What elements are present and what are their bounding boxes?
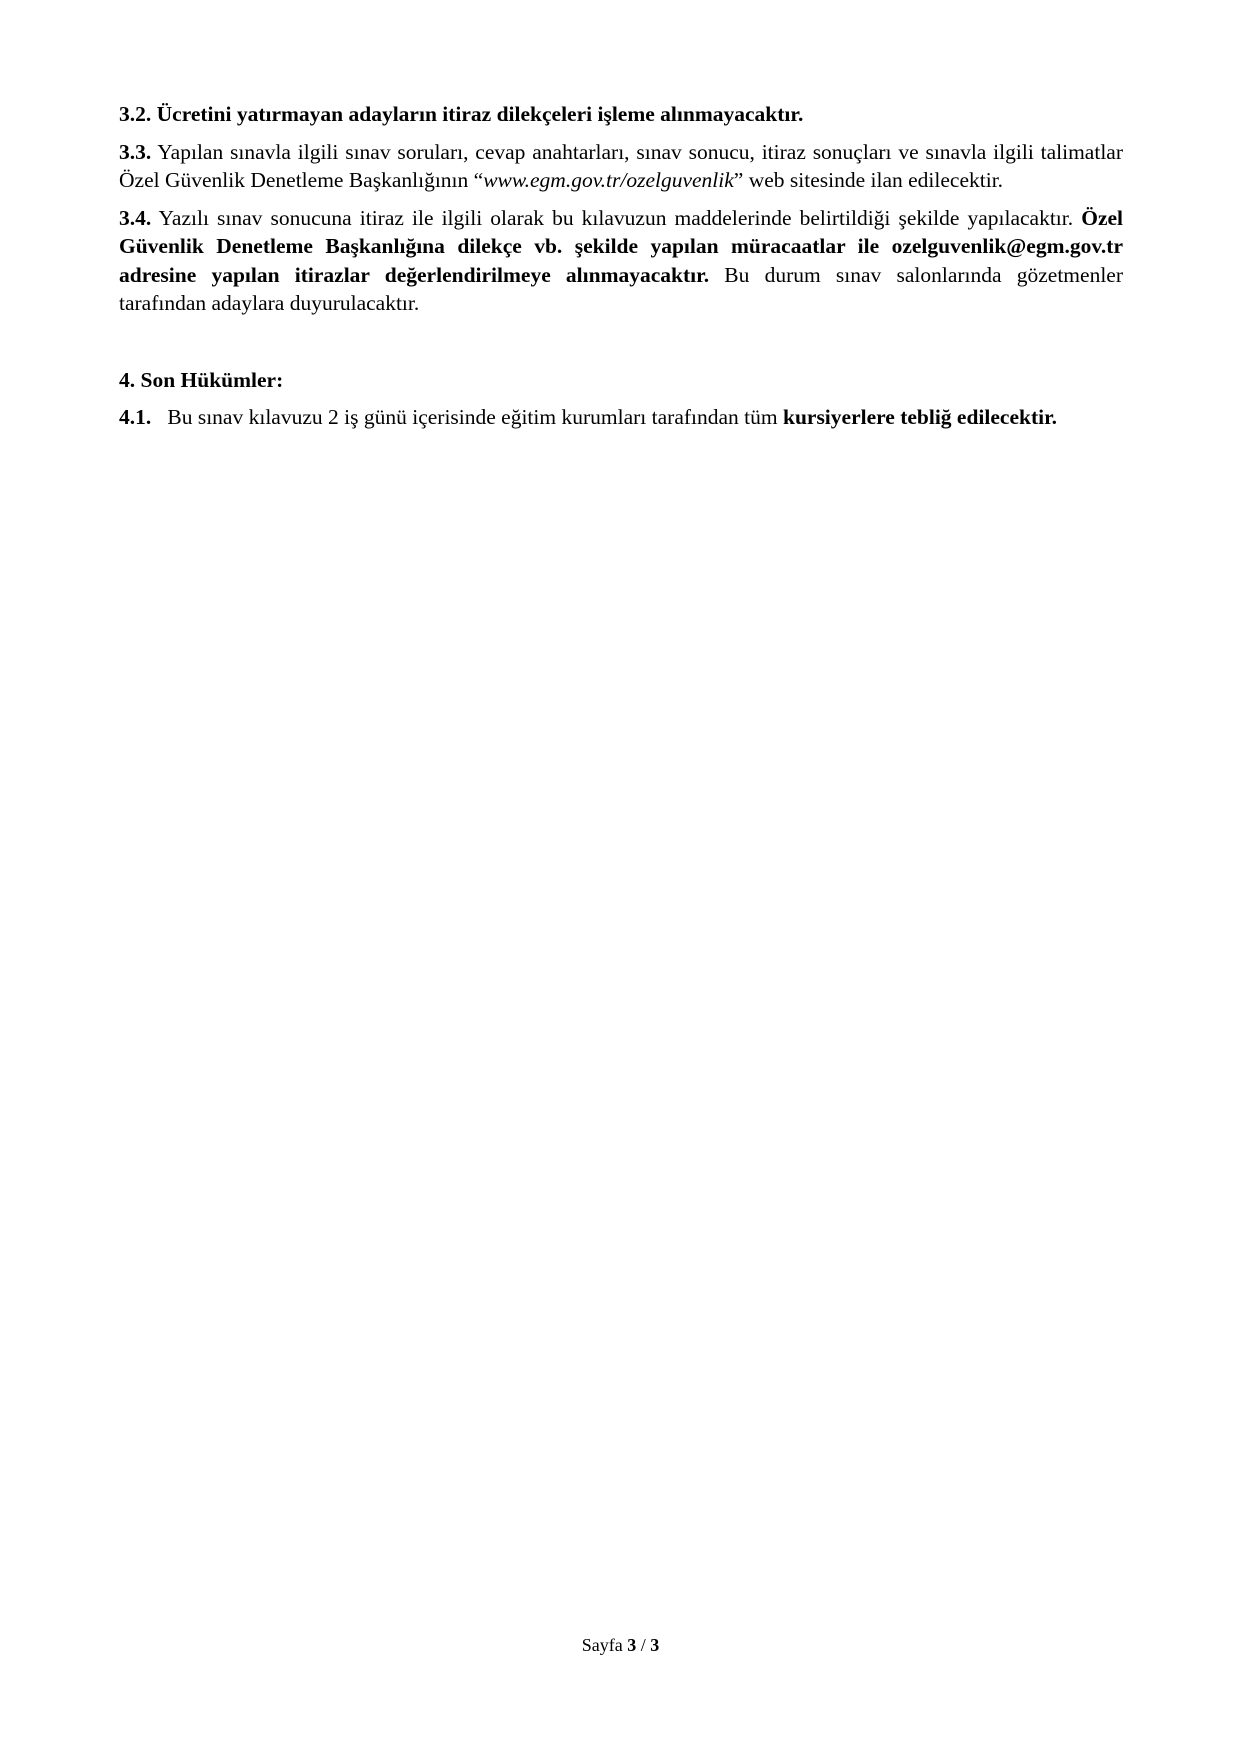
footer-separator: / (640, 1635, 646, 1655)
item-3-4 (119, 204, 1123, 318)
item-3-3-number: 3.3. (119, 139, 152, 164)
footer-label: Sayfa (581, 1635, 623, 1655)
item-4-1 (119, 403, 1123, 432)
item-3-4-bold-text: Özel Güvenlik Denetleme Başkanlığına dilekçe vb. şekilde yapılan müracaatlar ile ozelguvenlik@egm.gov.tr adresine yapılan itirazlar değerlendirilmeye alınmayacaktır. (119, 205, 1124, 287)
footer-current-page: 3 (627, 1635, 637, 1655)
document-body (119, 100, 1123, 441)
item-3-4-text: Yazılı sınav sonucuna itiraz ile ilgili olarak bu kılavuzun maddelerinde belirtildiği şekilde yapılacaktır. (158, 205, 1074, 230)
item-3-3-url: www.egm.gov.tr/ozelguvenlik (483, 168, 734, 192)
item-3-2 (119, 100, 1123, 129)
item-4-1-number: 4.1. (119, 405, 152, 429)
item-4-1-text: Bu sınav kılavuzu 2 iş günü içerisinde eğitim kurumları tarafından tüm (167, 405, 778, 429)
item-3-4-text-end: Bu durum sınav salonlarında gözetmenler tarafından adaylara duyurulacaktır. (119, 262, 1123, 315)
item-3-2-number: 3.2. (119, 102, 152, 126)
footer-total-pages: 3 (650, 1635, 660, 1655)
item-3-4-number: 3.4. (119, 205, 152, 230)
item-3-3-text-end: ” web sitesinde ilan edilecektir. (733, 168, 1004, 192)
item-3-2-text: Ücretini yatırmayan adayların itiraz dilekçeleri işleme alınmayacaktır. (156, 102, 804, 126)
item-4-1-bold-text: kursiyerlere tebliğ edilecektir. (782, 405, 1058, 429)
section-4-heading: 4. Son Hükümler: (119, 367, 284, 392)
page-footer (0, 1634, 1241, 1656)
item-3-3 (119, 138, 1123, 195)
item-3-3-text: Yapılan sınavla ilgili sınav soruları, cevap anahtarları, sınav sonucu, itiraz sonuçları ve sınavla ilgili talimatlar Özel Güvenlik Denetleme Başkanlığının “ (119, 139, 1124, 192)
